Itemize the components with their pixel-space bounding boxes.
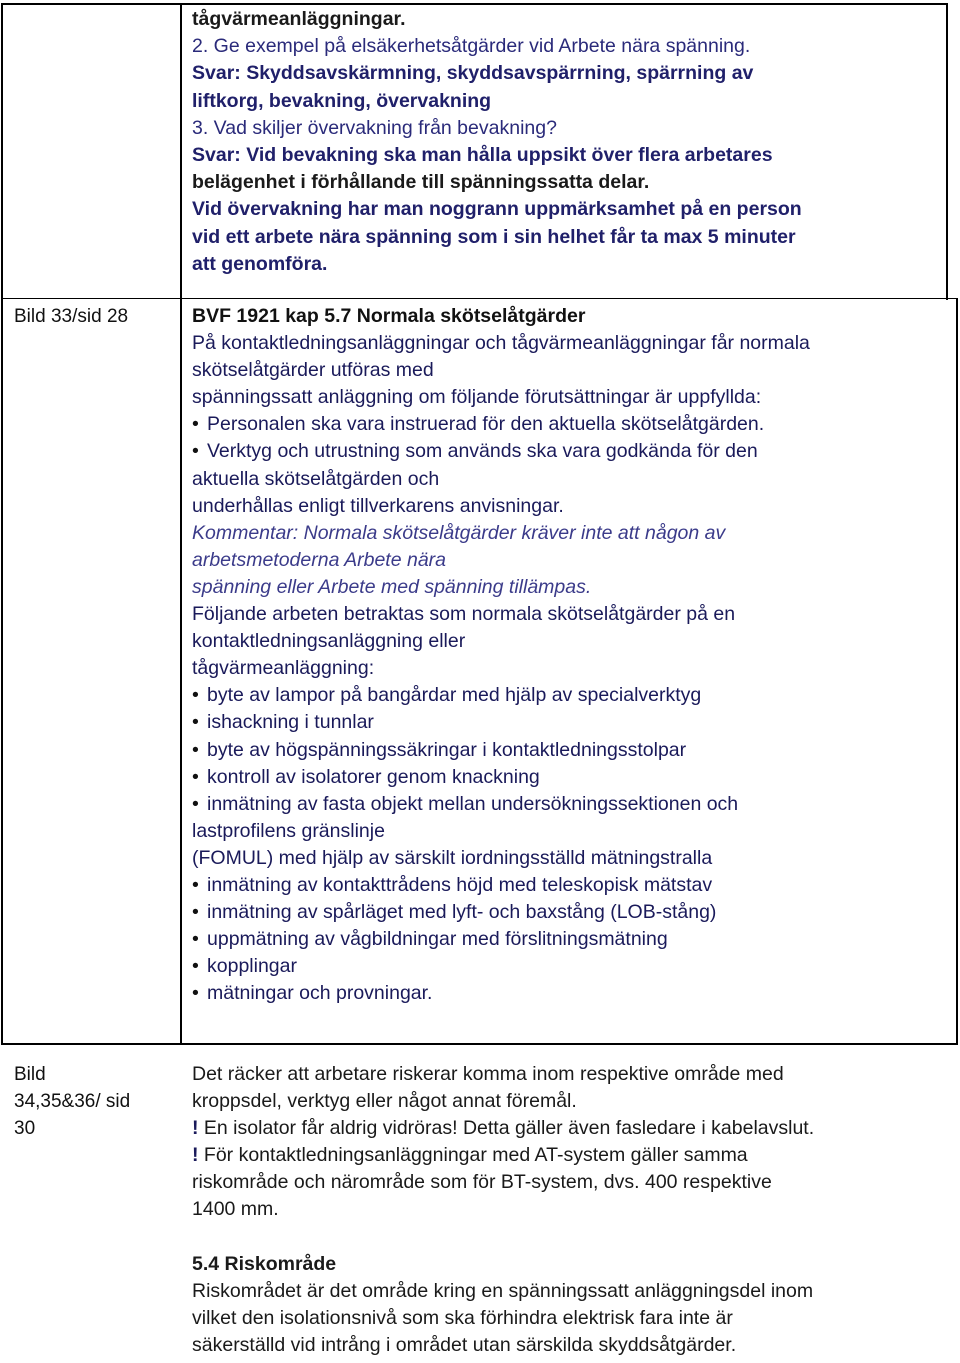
work-item: • inmätning av spårläget med lyft- och baxstång (LOB-stång) <box>192 899 952 926</box>
exclamation-icon: ! <box>192 1144 199 1167</box>
top-line: vid ett arbete nära spänning som i sin helhet får ta max 5 minuter <box>192 225 796 248</box>
section-heading <box>192 303 952 330</box>
work-item: • byte av lampor på bangårdar med hjälp av specialverktyg <box>192 682 952 709</box>
top-line: 2. Ge exempel på elsäkerhetsåtgärder vid Arbete nära spänning. <box>192 35 751 58</box>
exclamation-icon: ! <box>192 1117 199 1140</box>
table-border-row1 <box>1 298 958 299</box>
top-line: att genomföra. <box>192 252 328 275</box>
top-line: tågvärmeanläggningar. <box>192 8 406 30</box>
table-border-right-top <box>946 3 948 300</box>
para-line: kroppsdel, verktyg eller något annat föremål. <box>192 1090 577 1113</box>
row3-content <box>192 1061 952 1359</box>
table-border-left <box>1 3 3 1045</box>
top-line: Svar: Skyddsavskärmning, skyddsavspärrning, spärrning av <box>192 62 754 85</box>
section-5-4-heading: 5.4 Riskområde <box>192 1252 337 1275</box>
row2-content <box>192 303 952 1007</box>
heading-ref: BVF 1921 kap 5.7 <box>192 305 352 327</box>
row3-label-line: 30 <box>14 1118 36 1139</box>
warning-line <box>192 1142 952 1169</box>
intro-line: skötselåtgärder utföras med <box>192 359 434 382</box>
work-item: • inmätning av kontakttrådens höjd med teleskopisk mätstav <box>192 872 952 899</box>
work-item: • mätningar och provningar. <box>192 980 952 1007</box>
warning-text: För kontaktledningsanläggningar med AT-system gäller samma <box>198 1144 748 1167</box>
table-border-divider <box>180 3 182 1045</box>
top-line: 3. Vad skiljer övervakning från bevakning? <box>192 116 557 139</box>
warning-text: En isolator får aldrig vidröras! Detta gäller även fasledare i kabelavslut. <box>198 1117 815 1140</box>
row3-label <box>14 1061 130 1142</box>
warning-cont: riskområde och närområde som för BT-system, dvs. 400 respektive <box>192 1171 772 1194</box>
heading-title: Normala skötselåtgärder <box>356 305 586 327</box>
top-line: Svar: Vid bevakning ska man hålla uppsikt över flera arbetares <box>192 144 773 167</box>
comment-line: Kommentar: Normala skötselåtgärder kräver inte att någon av <box>192 521 726 544</box>
row3-label-line: Bild <box>14 1064 46 1085</box>
warning-cont: 1400 mm. <box>192 1198 279 1221</box>
table-border-top <box>1 3 948 5</box>
work-item: • uppmätning av vågbildningar med förslitningsmätning <box>192 926 952 953</box>
following-line: Följande arbeten betraktas som normala skötselåtgärder på en <box>192 603 736 626</box>
condition-cont: underhållas enligt tillverkarens anvisningar. <box>192 494 564 517</box>
intro-line: spänningssatt anläggning om följande förutsättningar är uppfyllda: <box>192 386 762 409</box>
work-item: • byte av högspänningssäkringar i kontaktledningsstolpar <box>192 737 952 764</box>
row3-label-line: 34,35&36/ sid <box>14 1091 131 1112</box>
row2-label <box>14 303 128 330</box>
following-line: kontaktledningsanläggning eller <box>192 630 466 653</box>
work-cont: (FOMUL) med hjälp av särskilt iordningsställd mätningstralla <box>192 846 713 869</box>
top-line: belägenhet i förhållande till spänningssatta delar. <box>192 171 650 194</box>
section-line: vilket den isolationsnivå som ska förhindra elektrisk fara inte är <box>192 1306 733 1329</box>
table-border-right <box>956 298 958 1045</box>
top-line: Vid övervakning har man noggrann uppmärksamhet på en person <box>192 198 802 221</box>
work-item: • kopplingar <box>192 953 952 980</box>
comment-line: arbetsmetoderna Arbete nära <box>192 548 447 571</box>
work-cont: lastprofilens gränslinje <box>192 819 385 842</box>
section-line: Riskområdet är det område kring en spänningssatt anläggningsdel inom <box>192 1279 814 1302</box>
para-line: Det räcker att arbetare riskerar komma inom respektive område med <box>192 1063 784 1085</box>
work-item: • ishackning i tunnlar <box>192 709 952 736</box>
row2-label-text: Bild 33/sid 28 <box>14 306 129 327</box>
following-line: tågvärmeanläggning: <box>192 657 375 680</box>
warning-line <box>192 1115 952 1142</box>
section-line: säkerställd vid intrång i området utan särskilda skyddsåtgärder. <box>192 1333 737 1356</box>
comment-line: spänning eller Arbete med spänning tillämpas. <box>192 575 592 598</box>
condition-item: • Personalen ska vara instruerad för den aktuella skötselåtgärden. <box>192 411 952 438</box>
condition-cont: aktuella skötselåtgärden och <box>192 467 440 490</box>
condition-item: • Verktyg och utrustning som används ska vara godkända för den <box>192 438 952 465</box>
top-line: liftkorg, bevakning, övervakning <box>192 89 492 112</box>
table-border-bottom <box>1 1043 958 1045</box>
intro-line: På kontaktledningsanläggningar och tågvärmeanläggningar får normala <box>192 332 810 355</box>
work-item: • inmätning av fasta objekt mellan undersökningssektionen och <box>192 791 952 818</box>
work-item: • kontroll av isolatorer genom knackning <box>192 764 952 791</box>
top-cell-text <box>192 6 944 278</box>
